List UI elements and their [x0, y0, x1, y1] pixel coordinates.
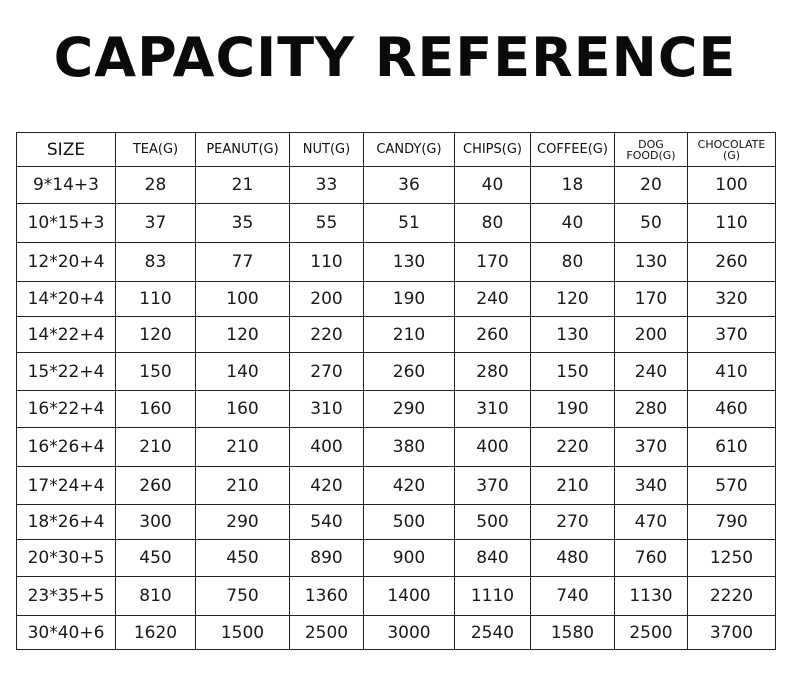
- column-header: TEA(G): [116, 133, 196, 167]
- table-row: [17, 243, 776, 282]
- capacity-cell: 3000: [364, 616, 455, 650]
- capacity-cell: 28: [116, 167, 196, 204]
- table-row: [17, 391, 776, 428]
- capacity-cell: 100: [688, 167, 776, 204]
- capacity-cell: 210: [196, 467, 290, 505]
- capacity-cell: 500: [455, 505, 531, 540]
- capacity-cell: 300: [116, 505, 196, 540]
- size-cell: 14*22+4: [17, 317, 116, 353]
- capacity-cell: 210: [196, 428, 290, 467]
- capacity-cell: 750: [196, 577, 290, 616]
- capacity-cell: 260: [688, 243, 776, 282]
- capacity-cell: 400: [455, 428, 531, 467]
- capacity-cell: 160: [196, 391, 290, 428]
- table-row: [17, 616, 776, 650]
- size-cell: 18*26+4: [17, 505, 116, 540]
- capacity-cell: 35: [196, 204, 290, 243]
- capacity-cell: 260: [455, 317, 531, 353]
- capacity-cell: 1400: [364, 577, 455, 616]
- capacity-cell: 200: [615, 317, 688, 353]
- capacity-cell: 2220: [688, 577, 776, 616]
- capacity-cell: 50: [615, 204, 688, 243]
- size-cell: 16*26+4: [17, 428, 116, 467]
- capacity-cell: 210: [364, 317, 455, 353]
- capacity-cell: 120: [531, 282, 615, 317]
- capacity-cell: 190: [364, 282, 455, 317]
- page-title: CAPACITY REFERENCE: [53, 26, 737, 89]
- capacity-cell: 80: [531, 243, 615, 282]
- table-row: [17, 428, 776, 467]
- capacity-cell: 270: [290, 353, 364, 391]
- capacity-cell: 410: [688, 353, 776, 391]
- capacity-cell: 240: [455, 282, 531, 317]
- capacity-cell: 420: [364, 467, 455, 505]
- capacity-cell: 190: [531, 391, 615, 428]
- header-row: [17, 133, 776, 167]
- size-cell: 20*30+5: [17, 540, 116, 577]
- column-header: SIZE: [17, 133, 116, 167]
- column-header: NUT(G): [290, 133, 364, 167]
- capacity-cell: 450: [116, 540, 196, 577]
- capacity-cell: 210: [531, 467, 615, 505]
- capacity-cell: 610: [688, 428, 776, 467]
- capacity-cell: 1110: [455, 577, 531, 616]
- capacity-cell: 810: [116, 577, 196, 616]
- table-row: [17, 353, 776, 391]
- capacity-cell: 130: [364, 243, 455, 282]
- capacity-cell: 130: [531, 317, 615, 353]
- table-row: [17, 204, 776, 243]
- capacity-cell: 900: [364, 540, 455, 577]
- table-row: [17, 282, 776, 317]
- capacity-cell: 51: [364, 204, 455, 243]
- table-row: [17, 317, 776, 353]
- capacity-cell: 790: [688, 505, 776, 540]
- size-cell: 10*15+3: [17, 204, 116, 243]
- capacity-cell: 150: [116, 353, 196, 391]
- capacity-cell: 760: [615, 540, 688, 577]
- capacity-cell: 200: [290, 282, 364, 317]
- capacity-cell: 370: [688, 317, 776, 353]
- table-row: [17, 577, 776, 616]
- capacity-cell: 370: [615, 428, 688, 467]
- capacity-cell: 220: [531, 428, 615, 467]
- capacity-cell: 1360: [290, 577, 364, 616]
- capacity-cell: 290: [196, 505, 290, 540]
- capacity-cell: 150: [531, 353, 615, 391]
- capacity-cell: 80: [455, 204, 531, 243]
- table-row: [17, 540, 776, 577]
- size-cell: 12*20+4: [17, 243, 116, 282]
- capacity-cell: 480: [531, 540, 615, 577]
- table-row: [17, 505, 776, 540]
- capacity-cell: 1580: [531, 616, 615, 650]
- capacity-cell: 220: [290, 317, 364, 353]
- capacity-cell: 160: [116, 391, 196, 428]
- capacity-cell: 110: [116, 282, 196, 317]
- column-header: PEANUT(G): [196, 133, 290, 167]
- capacity-cell: 36: [364, 167, 455, 204]
- size-cell: 16*22+4: [17, 391, 116, 428]
- capacity-cell: 380: [364, 428, 455, 467]
- capacity-table: [16, 132, 776, 650]
- capacity-cell: 260: [116, 467, 196, 505]
- capacity-cell: 21: [196, 167, 290, 204]
- capacity-cell: 33: [290, 167, 364, 204]
- capacity-cell: 37: [116, 204, 196, 243]
- capacity-cell: 3700: [688, 616, 776, 650]
- column-header: CHOCOLATE (G): [688, 133, 776, 167]
- capacity-cell: 320: [688, 282, 776, 317]
- capacity-cell: 420: [290, 467, 364, 505]
- size-cell: 17*24+4: [17, 467, 116, 505]
- size-cell: 30*40+6: [17, 616, 116, 650]
- capacity-cell: 18: [531, 167, 615, 204]
- capacity-cell: 240: [615, 353, 688, 391]
- capacity-cell: 120: [116, 317, 196, 353]
- column-header: CANDY(G): [364, 133, 455, 167]
- table-row: [17, 167, 776, 204]
- table-row: [17, 467, 776, 505]
- capacity-cell: 40: [455, 167, 531, 204]
- capacity-cell: 310: [455, 391, 531, 428]
- capacity-cell: 890: [290, 540, 364, 577]
- capacity-cell: 310: [290, 391, 364, 428]
- capacity-cell: 570: [688, 467, 776, 505]
- capacity-cell: 2540: [455, 616, 531, 650]
- capacity-cell: 400: [290, 428, 364, 467]
- capacity-cell: 2500: [290, 616, 364, 650]
- capacity-cell: 77: [196, 243, 290, 282]
- capacity-cell: 280: [455, 353, 531, 391]
- capacity-cell: 20: [615, 167, 688, 204]
- column-header: CHIPS(G): [455, 133, 531, 167]
- capacity-cell: 470: [615, 505, 688, 540]
- capacity-cell: 540: [290, 505, 364, 540]
- column-header: DOG FOOD(G): [615, 133, 688, 167]
- capacity-cell: 370: [455, 467, 531, 505]
- capacity-cell: 1130: [615, 577, 688, 616]
- capacity-cell: 55: [290, 204, 364, 243]
- capacity-cell: 170: [615, 282, 688, 317]
- capacity-cell: 210: [116, 428, 196, 467]
- size-cell: 9*14+3: [17, 167, 116, 204]
- size-cell: 23*35+5: [17, 577, 116, 616]
- capacity-cell: 83: [116, 243, 196, 282]
- capacity-cell: 340: [615, 467, 688, 505]
- capacity-cell: 450: [196, 540, 290, 577]
- capacity-cell: 460: [688, 391, 776, 428]
- capacity-cell: 40: [531, 204, 615, 243]
- capacity-cell: 500: [364, 505, 455, 540]
- capacity-cell: 170: [455, 243, 531, 282]
- capacity-cell: 1500: [196, 616, 290, 650]
- capacity-cell: 840: [455, 540, 531, 577]
- capacity-cell: 100: [196, 282, 290, 317]
- capacity-cell: 740: [531, 577, 615, 616]
- size-cell: 15*22+4: [17, 353, 116, 391]
- capacity-cell: 140: [196, 353, 290, 391]
- capacity-cell: 280: [615, 391, 688, 428]
- capacity-cell: 1620: [116, 616, 196, 650]
- capacity-cell: 110: [290, 243, 364, 282]
- capacity-cell: 290: [364, 391, 455, 428]
- capacity-cell: 260: [364, 353, 455, 391]
- capacity-cell: 2500: [615, 616, 688, 650]
- capacity-cell: 130: [615, 243, 688, 282]
- capacity-cell: 1250: [688, 540, 776, 577]
- size-cell: 14*20+4: [17, 282, 116, 317]
- capacity-cell: 110: [688, 204, 776, 243]
- capacity-cell: 270: [531, 505, 615, 540]
- capacity-cell: 120: [196, 317, 290, 353]
- table-body: [17, 167, 776, 650]
- column-header: COFFEE(G): [531, 133, 615, 167]
